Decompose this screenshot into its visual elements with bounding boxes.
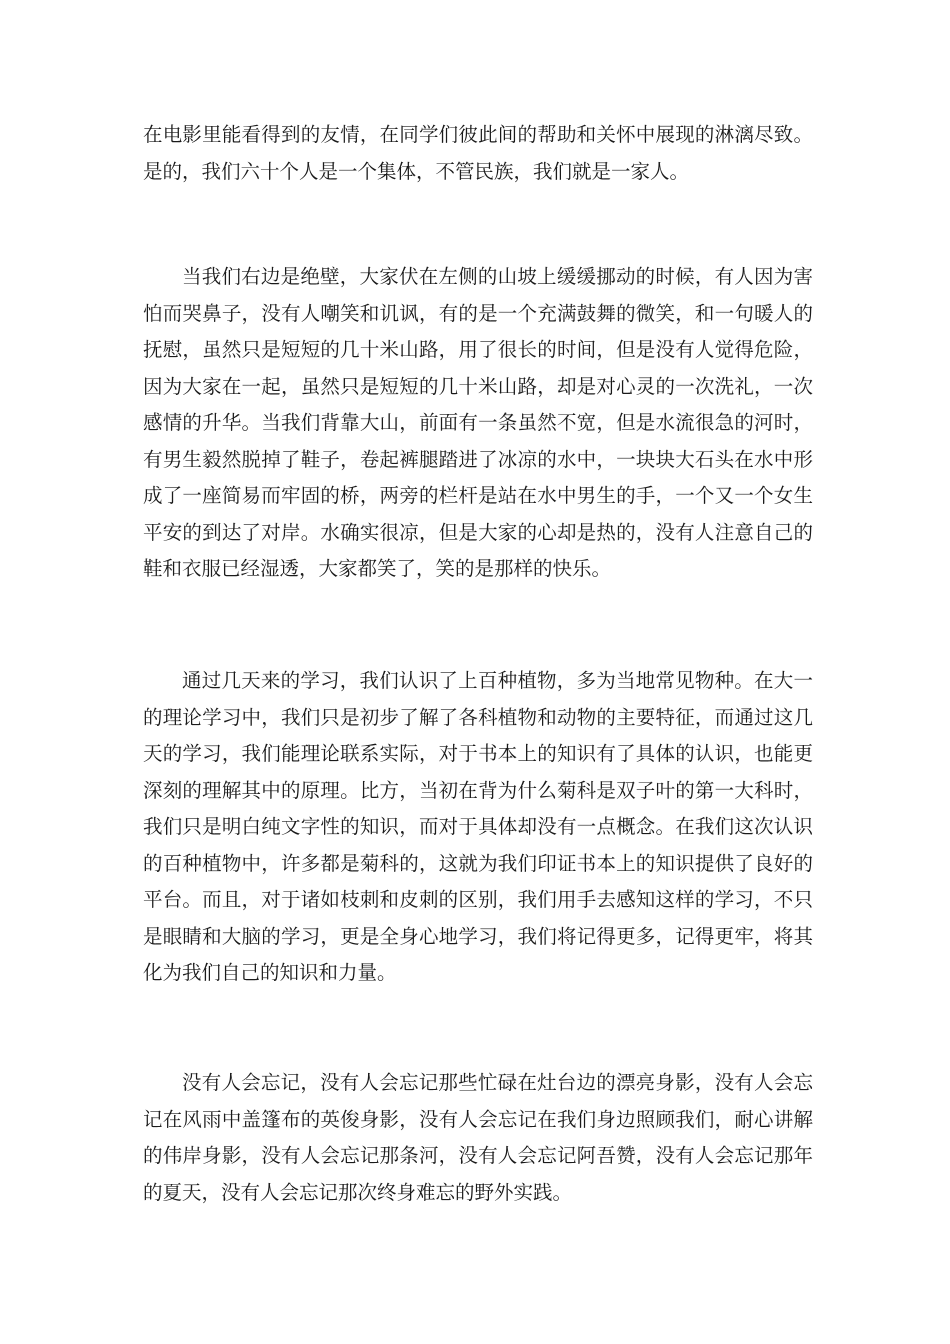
paragraph-cliff-and-river: 当我们右边是绝壁，大家伏在左侧的山坡上缓缓挪动的时候，有人因为害怕而哭鼻子，没有人嘲笑和讥讽，有的是一个充满鼓舞的微笑，和一句暖人的抚慰，虽然只是短短的几十米山路，用了很长的时间，但是没有人觉得危险，因为大家在一起，虽然只是短短的几十米山路，却是对心灵的一次洗礼，一次感情的升华。当我们背靠大山，前面有一条虽然不宽，但是水流很急的河时，有男生毅然脱掉了鞋子，卷起裤腿踏进了冰凉的水中，一块块大石头在水中形成了一座简易而牢固的桥，两旁的栏杆是站在水中男生的手，一个又一个女生平安的到达了对岸。水确实很凉，但是大家的心却是热的，没有人注意自己的鞋和衣服已经湿透，大家都笑了，笑的是那样的快乐。	[143, 265, 813, 580]
paragraph-friendship-continued: 在电影里能看得到的友情，在同学们彼此间的帮助和关怀中展现的淋漓尽致。是的，我们六十个人是一个集体，不管民族，我们就是一家人。	[143, 123, 813, 183]
paragraph-no-one-forgets: 没有人会忘记，没有人会忘记那些忙碌在灶台边的漂亮身影，没有人会忘记在风雨中盖篷布的英俊身影，没有人会忘记在我们身边照顾我们，耐心讲解的伟岸身影，没有人会忘记那条河，没有人会忘记阿吾赞，没有人会忘记那年的夏天，没有人会忘记那次终身难忘的野外实践。	[143, 1071, 813, 1204]
paragraph-plant-learning: 通过几天来的学习，我们认识了上百种植物，多为当地常见物种。在大一的理论学习中，我们只是初步了解了各科植物和动物的主要特征，而通过这几天的学习，我们能理论联系实际，对于书本上的知识有了具体的认识，也能更深刻的理解其中的原理。比方，当初在背为什么菊科是双子叶的第一大科时，我们只是明白纯文字性的知识，而对于具体却没有一点概念。在我们这次认识的百种植物中，许多都是菊科的，这就为我们印证书本上的知识提供了良好的平台。而且，对于诸如枝刺和皮刺的区别，我们用手去感知这样的学习，不只是眼睛和大脑的学习，更是全身心地学习，我们将记得更多，记得更牢，将其化为我们自己的知识和力量。	[143, 669, 813, 984]
